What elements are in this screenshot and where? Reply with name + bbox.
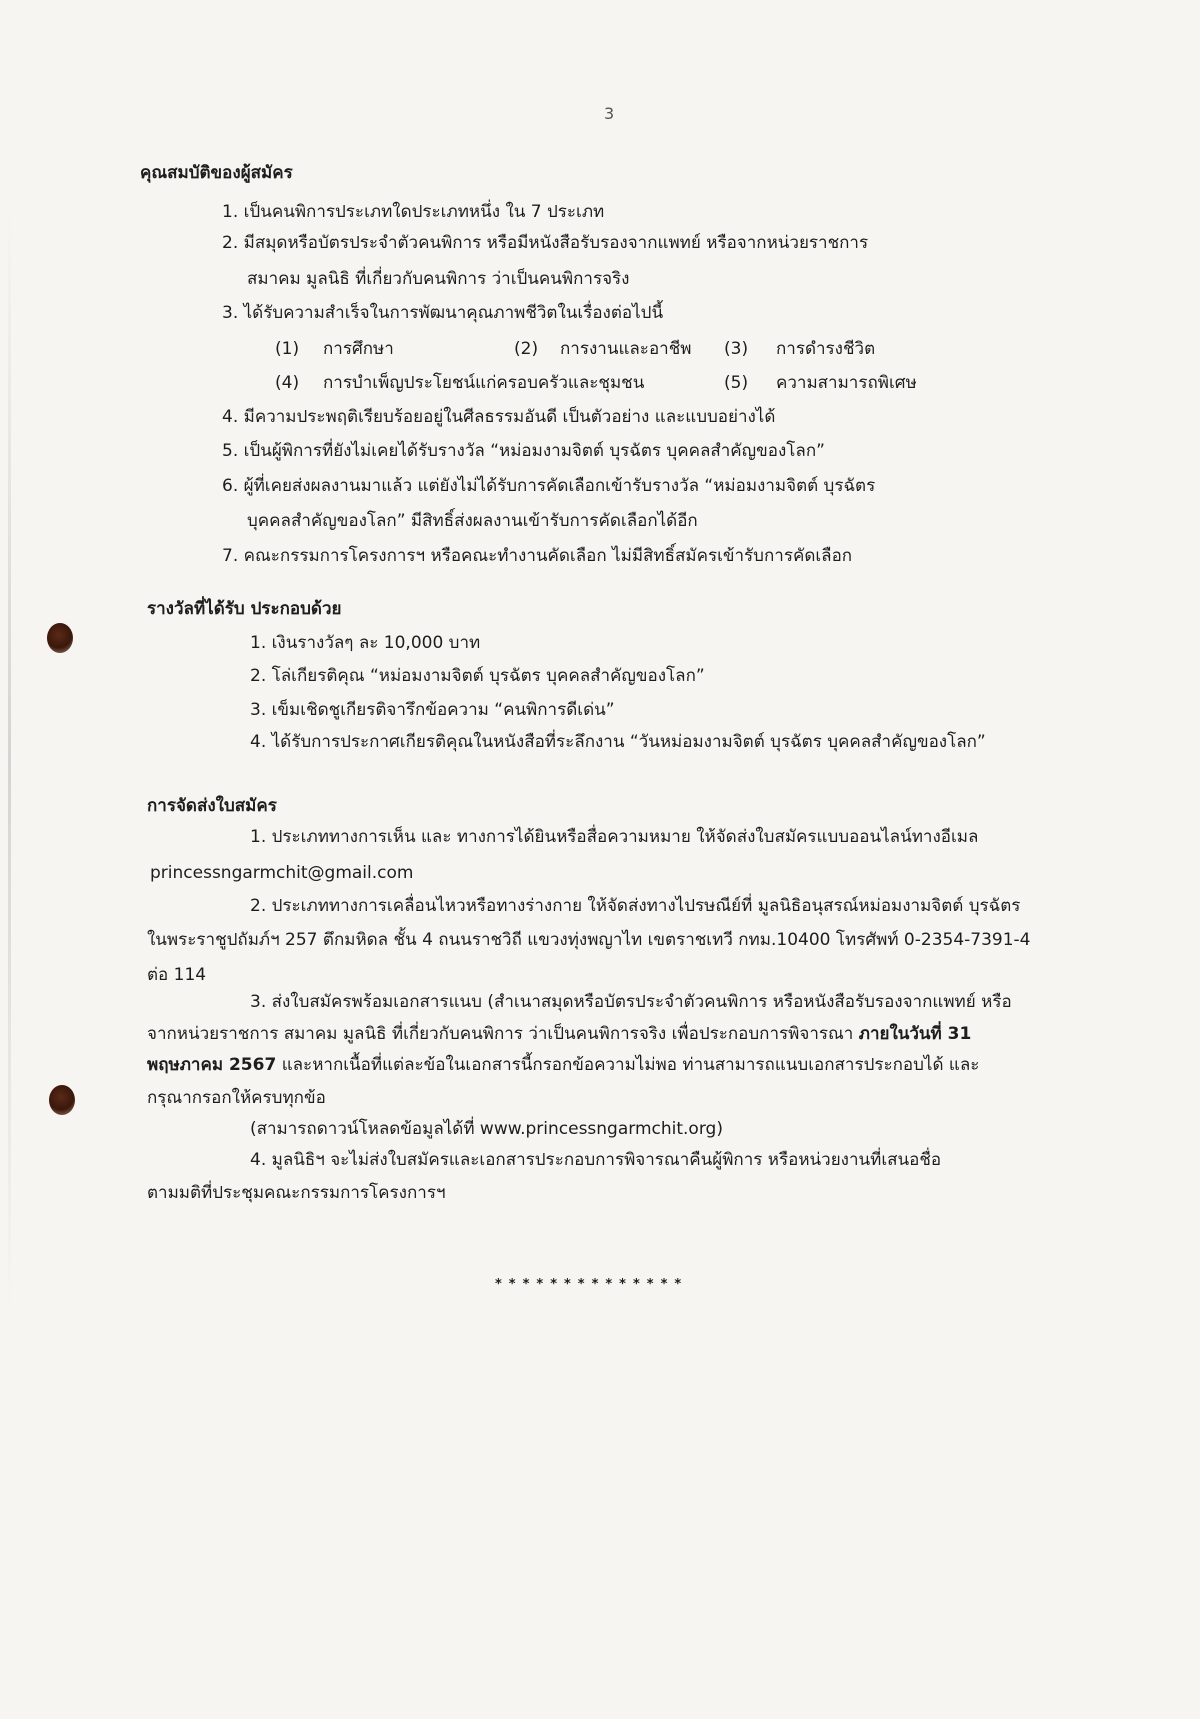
qualification-item: 2. มีสมุดหรือบัตรประจำตัวคนพิการ หรือมีหนังสือรับรองจากแพทย์ หรือจากหน่วยราชการ (222, 233, 869, 253)
qualification-item: 4. มีความประพฤติเรียบร้อยอยู่ในศีลธรรมอันดี เป็นตัวอย่าง และแบบอย่างได้ (222, 407, 776, 427)
sub-item-num: (5) (724, 373, 749, 393)
award-item: 2. โล่เกียรติคุณ “หม่อมงามจิตต์ บุรฉัตร บุคคลสำคัญของโลก” (250, 666, 705, 686)
awards-heading: รางวัลที่ได้รับ ประกอบด้วย (147, 599, 342, 619)
sub-item-label: ความสามารถพิเศษ (776, 373, 917, 393)
submission-item-cont (147, 1054, 979, 1076)
deadline-text: พฤษภาคม 2567 (147, 1055, 277, 1075)
page-number: 3 (604, 104, 615, 123)
submission-item-cont: ต่อ 114 (147, 965, 207, 985)
sub-item-label: การบำเพ็ญประโยชน์แก่ครอบครัวและชุมชน (323, 373, 645, 393)
punch-hole (47, 623, 73, 653)
sub-item-num: (1) (275, 339, 300, 359)
sub-item-num: (4) (275, 373, 300, 393)
download-note: (สามารถดาวน์โหลดข้อมูลได้ที่ www.princessngarmchit.org) (250, 1119, 723, 1139)
submission-item-cont: ตามมติที่ประชุมคณะกรรมการโครงการฯ (147, 1183, 446, 1203)
award-item: 3. เข็มเชิดชูเกียรติจารึกข้อความ “คนพิการดีเด่น” (250, 700, 615, 720)
sub-item-label: การดำรงชีวิต (776, 339, 876, 359)
deadline-text: ภายในวันที่ 31 (858, 1024, 972, 1044)
submission-item-cont: ในพระราชูปถัมภ์ฯ 257 ตึกมหิดล ชั้น 4 ถนนราชวิถี แขวงทุ่งพญาไท เขตราชเทวี กทม.10400 โทรศัพท์ 0-2354-7391-4 (147, 930, 1031, 950)
submission-item: 1. ประเภททางการเห็น และ ทางการได้ยินหรือสื่อความหมาย ให้จัดส่งใบสมัครแบบออนไลน์ทางอีเมล (250, 827, 979, 847)
submission-item: 3. ส่งใบสมัครพร้อมเอกสารแนบ (สำเนาสมุดหรือบัตรประจำตัวคนพิการ หรือหนังสือรับรองจากแพทย์ หรือ (250, 992, 1012, 1012)
submission-item: 2. ประเภททางการเคลื่อนไหวหรือทางร่างกาย ให้จัดส่งทางไปรษณีย์ที่ มูลนิธิอนุสรณ์หม่อมงามจิตต์ บุรฉัตร (250, 896, 1021, 916)
qualification-item: 1. เป็นคนพิการประเภทใดประเภทหนึ่ง ใน 7 ประเภท (222, 202, 605, 222)
submission-text: จากหน่วยราชการ สมาคม มูลนิธิ ที่เกี่ยวกับคนพิการ ว่าเป็นคนพิการจริง เพื่อประกอบการพิจารณา (147, 1024, 854, 1044)
submission-heading: การจัดส่งใบสมัคร (147, 796, 277, 816)
sub-item-label: การงานและอาชีพ (560, 339, 692, 359)
qualification-item: 6. ผู้ที่เคยส่งผลงานมาแล้ว แต่ยังไม่ได้รับการคัดเลือกเข้ารับรางวัล “หม่อมงามจิตต์ บุรฉัตร (222, 476, 876, 496)
submission-item: 4. มูลนิธิฯ จะไม่ส่งใบสมัครและเอกสารประกอบการพิจารณาคืนผู้พิการ หรือหน่วยงานที่เสนอชื่อ (250, 1150, 942, 1170)
contact-email: princessngarmchit@gmail.com (150, 863, 414, 883)
end-marks: ************** (495, 1277, 689, 1292)
punch-hole (49, 1085, 75, 1115)
sub-item-label: การศึกษา (323, 339, 394, 359)
scan-edge-shadow (8, 210, 11, 1310)
submission-item-cont: กรุณากรอกให้ครบทุกข้อ (147, 1088, 326, 1108)
qualification-item-cont: บุคคลสำคัญของโลก” มีสิทธิ์ส่งผลงานเข้ารับการคัดเลือกได้อีก (247, 511, 698, 531)
qualification-item-cont: สมาคม มูลนิธิ ที่เกี่ยวกับคนพิการ ว่าเป็นคนพิการจริง (247, 269, 630, 289)
submission-item-cont (147, 1023, 971, 1045)
award-item: 4. ได้รับการประกาศเกียรติคุณในหนังสือที่ระลึกงาน “วันหม่อมงามจิตต์ บุรฉัตร บุคคลสำคัญของโลก” (250, 732, 986, 752)
award-item: 1. เงินรางวัลๆ ละ 10,000 บาท (250, 633, 481, 653)
submission-text: และหากเนื้อที่แต่ละข้อในเอกสารนี้กรอกข้อความไม่พอ ท่านสามารถแนบเอกสารประกอบได้ และ (281, 1055, 980, 1075)
qualifications-heading: คุณสมบัติของผู้สมัคร (140, 163, 293, 183)
sub-item-num: (3) (724, 339, 749, 359)
qualification-item: 7. คณะกรรมการโครงการฯ หรือคณะทำงานคัดเลือก ไม่มีสิทธิ์สมัครเข้ารับการคัดเลือก (222, 546, 853, 566)
qualification-item: 5. เป็นผู้พิการที่ยังไม่เคยได้รับรางวัล “หม่อมงามจิตต์ บุรฉัตร บุคคลสำคัญของโลก” (222, 441, 825, 461)
sub-item-num: (2) (514, 339, 539, 359)
qualification-item: 3. ได้รับความสำเร็จในการพัฒนาคุณภาพชีวิตในเรื่องต่อไปนี้ (222, 303, 664, 323)
